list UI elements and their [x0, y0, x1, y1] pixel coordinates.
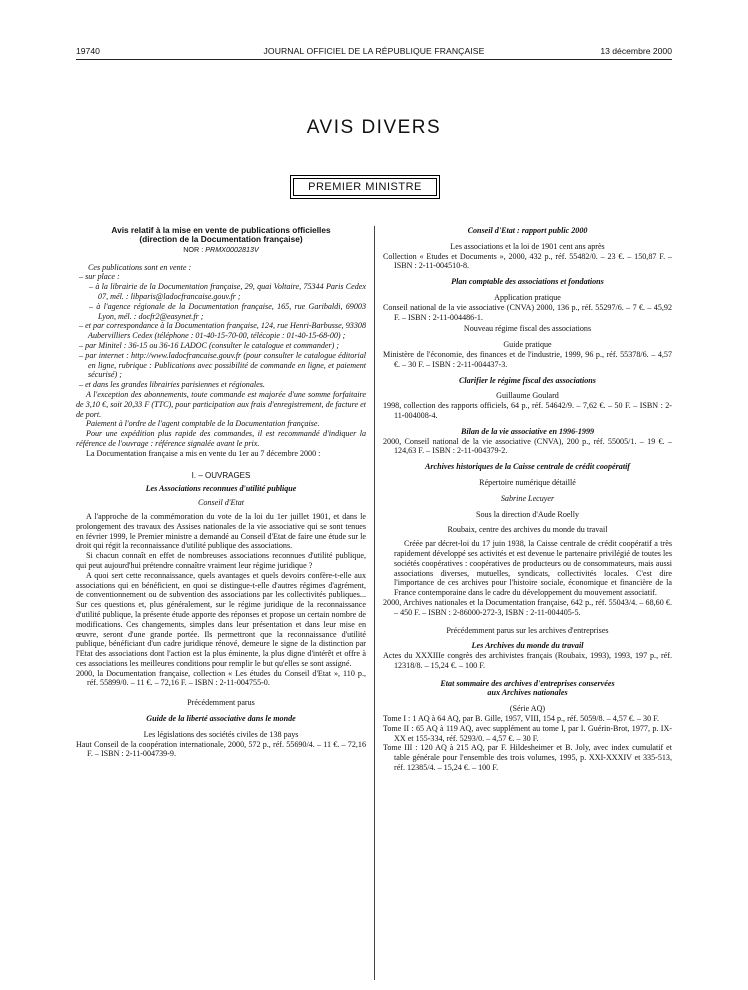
body-paragraph: A l'approche de la commémoration du vote de la loi du 1er juillet 1901, et dans le prolongement des travaux des Assises nationales de la vie associative qui se sont tenues en février 1999, le Premier ministre a demandé au Conseil d'Etat de faire une étude sur le droit qui régit la reconnaissance d'utilité publique des associations.: [76, 511, 366, 551]
book-reference: Collection « Etudes et Documents », 2000, 432 p., réf. 55482/0. – 23 €. – 150,87 F. – ISBN : 2-11-004510-8.: [383, 251, 672, 271]
book-subtitle: Application pratique: [494, 292, 561, 302]
book-reference: Haut Conseil de la coopération internationale, 2000, 572 p., réf. 55690/4. – 11 €. – 72,16 F. – ISBN : 2-11-004739-9.: [76, 739, 366, 759]
left-column: [76, 226, 366, 759]
book-reference: 2000, Conseil national de la vie associative (CNVA), 200 p., réf. 55005/1. – 19 €. – 124,63 F. – ISBN : 2-11-004379-2.: [383, 436, 672, 456]
list-item: – sur place :: [79, 272, 120, 282]
book-title: Clarifier le régime fiscal des associations: [459, 375, 596, 385]
body-paragraph: A quoi sert cette reconnaissance, quels avantages et quels devoirs confère-t-elle aux associations qui en bénéficient, en quoi se distingue-t-elle d'autres régimes d'agrément, de conventionnement ou de subvention des associations par les collectivités publiques... Sur ces questions et, plus généralement, sur le régime juridique de la reconnaissance d'utilité publique, la présente étude apporte des réponses et propose un certain nombre de modifications. Ces changements, simples dans leur présentation et dans leur mise en œuvre, seront d'une grande portée. Ils permettront que la reconnaissance d'utilité publique, bénéficiant d'un cadre juridique rénové, demeure le signe de la distinction par l'Etat des associations dont l'action est la plus éminente, la plus digne d'intérêt et offre à ces associations les meilleures conditions pour remplir le but qu'elles se sont assigné.: [76, 570, 366, 668]
book-reference: Actes du XXXIIIe congrès des archivistes français (Roubaix, 1993), 1993, 197 p., réf. 12318/8. – 15,24 €. – 100 F.: [383, 651, 672, 670]
notice-title-line1: Avis relatif à la mise en vente de publications officielles: [111, 225, 331, 235]
book-author: Guillaume Goulard: [496, 391, 559, 401]
sale-intro: La Documentation française a mis en vente du 1er au 7 décembre 2000 :: [86, 448, 321, 458]
book-title: Archives historiques de la Caisse centrale de crédit coopératif: [424, 462, 631, 472]
tome-entry: Tome II : 65 AQ à 119 AQ, avec supplément au tome I, par I. Guérin-Brot, 1977, p. IX-XX et 155-334, réf. 5293/0. – 4,57 €. – 30 F.: [383, 723, 672, 743]
nor-reference: [76, 245, 366, 255]
nor-value: PRMX0002813V: [205, 244, 259, 254]
list-item: – à la librairie de la Documentation française, 29, quai Voltaire, 75344 Paris Cedex 07, mél. : libparis@ladocfrancaise.gouv.fr ;: [89, 282, 366, 301]
book-author: Sabrine Lecuyer: [500, 493, 555, 503]
tome-entry: Tome I : 1 AQ à 64 AQ, par B. Gille, 1957, VIII, 154 p., réf. 5059/8. – 4,57 €. – 30 F.: [383, 714, 660, 724]
column-divider: [374, 226, 375, 980]
note-paragraph: Pour une expédition plus rapide des commandes, il est recommandé d'indiquer la référence de l'ouvrage : référence signalée avant le prix.: [76, 429, 366, 448]
book-title: Plan comptable des associations et fondations: [451, 277, 604, 287]
book-subtitle: Répertoire numérique détaillé: [479, 477, 576, 487]
section-heading: I. – OUVRAGES: [191, 470, 251, 480]
book-title: Conseil d'Etat : rapport public 2000: [467, 226, 588, 235]
list-item: – et dans les grandes librairies parisiennes et régionales.: [79, 380, 265, 390]
list-item: – à l'agence régionale de la Documentation française, 165, rue Garibaldi, 69003 Lyon, mél. : docfr2@easynet.fr ;: [89, 301, 366, 321]
book-subtitle: Les associations et la loi de 1901 cent ans après: [450, 241, 605, 251]
page-header: [76, 46, 672, 60]
intro-text: Ces publications sont en vente :: [88, 262, 192, 272]
book-title: Bilan de la vie associative en 1996-1999: [460, 426, 595, 436]
book-title-cont: aux Archives nationales: [487, 688, 568, 698]
issue-date: 13 décembre 2000: [600, 46, 672, 56]
book-subtitle: Les législations des sociétés civiles de 138 pays: [143, 729, 299, 739]
book-reference: 2000, la Documentation française, collection « Les études du Conseil d'Etat », 110 p., réf. 55899/0. – 11 €. – 72,16 F. – ISBN : 2-11-004755-0.: [76, 668, 366, 688]
book-subtitle: Guide pratique: [503, 340, 552, 350]
note-paragraph: Paiement à l'ordre de l'agent comptable de la Documentation française.: [86, 419, 320, 429]
list-item: – et par correspondance à la Documentation française, 124, rue Henri-Barbusse, 93308 Aubervilliers Cedex (téléphone : 01-40-15-70-00, télécopie : 01-40-15-68-00) ;: [79, 321, 366, 341]
journal-title: JOURNAL OFFICIEL DE LA RÉPUBLIQUE FRANÇAISE: [263, 46, 485, 56]
body-paragraph: Créée par décret-loi du 17 juin 1938, la Caisse centrale de crédit coopératif a très rapidement développé ses activités et est devenue le partenaire privilégié de toutes les sociétés coopératives : coopératives de producteurs ou de consommateurs, mais aussi associations diverses, mutuelles, syndicats, collectivités locales. C'est dire l'importance de ces archives pour l'histoire sociale, économique et financière de la France contemporaine dans le cadre du développement du mouvement associatif.: [394, 539, 672, 598]
book-director: Sous la direction d'Aude Roelly: [475, 509, 580, 519]
right-column: [383, 226, 672, 773]
book-reference: Ministère de l'économie, des finances et de l'industrie, 1999, 96 p., réf. 55378/6. – 4,57 €. – 30 F. – ISBN : 2-11-004437-3.: [383, 349, 672, 369]
book-title: Nouveau régime fiscal des associations: [463, 324, 592, 334]
body-paragraph: Si chacun connaît en effet de nombreuses associations reconnues d'utilité publique, qui peut aujourd'hui prétendre connaître vraiment leur régime juridique ?: [76, 551, 366, 570]
book-author: Conseil d'Etat: [197, 498, 245, 508]
book-title: Etat sommaire des archives d'entreprises conservées: [440, 678, 615, 688]
book-title: Guide de la liberté associative dans le monde: [146, 714, 296, 724]
page-number: 19740: [76, 46, 100, 56]
header-rule: [76, 59, 672, 60]
book-series: (Série AQ): [509, 704, 546, 714]
ministry-box: [290, 175, 440, 199]
section-title: AVIS DIVERS: [306, 117, 442, 138]
nor-label: NOR :: [183, 244, 206, 254]
subheading: Précédemment parus sur les archives d'entreprises: [446, 625, 609, 635]
book-title: Les Associations reconnues d'utilité publique: [145, 484, 297, 494]
list-item: – par internet : http://www.ladocfrancaise.gouv.fr (pour consulter le catalogue éditorial en ligne, rubrique : Publications avec possibilité de commande en ligne, et paiement sécurisé) ;: [79, 350, 366, 380]
note-paragraph: A l'exception des abonnements, toute commande est majorée d'une somme forfaitaire de 3,10 €, soit 20,33 F (TTC), pour participation aux frais d'enregistrement, de facture et de port.: [76, 389, 366, 419]
book-reference: 2000, Archives nationales et la Documentation française, 642 p., réf. 55043/4. – 68,60 €. – 450 F. – ISBN : 2-86000-272-3, ISBN : 2-11-004405-5.: [383, 597, 672, 617]
ministry-label: PREMIER MINISTRE: [308, 181, 422, 193]
list-item: – par Minitel : 36-15 ou 36-16 LADOC (consulter le catalogue et commander) ;: [79, 340, 340, 350]
book-reference: Conseil national de la vie associative (CNVA) 2000, 136 p., réf. 55297/6. – 7 €. – 45,92 F. – ISBN : 2-11-004486-1.: [383, 302, 672, 322]
notice-title-line2: (direction de la Documentation française): [139, 234, 303, 245]
book-reference: 1998, collection des rapports officiels, 64 p., réf. 54642/9. – 7,62 €. – 50 F. – ISBN : 2-11-004008-4.: [383, 401, 672, 420]
subheading: Précédemment parus: [187, 698, 255, 708]
book-title: Les Archives du monde du travail: [471, 641, 584, 651]
tome-entry: Tome III : 120 AQ à 215 AQ, par F. Hildesheimer et B. Joly, avec index cumulatif et table générale pour l'ensemble des trois volumes, 1995, p. XXI-XXXIV et 335-513, réf. 12385/4. – 15,24 €. – 100 F.: [383, 743, 672, 773]
book-publisher: Roubaix, centre des archives du monde du travail: [447, 525, 608, 535]
